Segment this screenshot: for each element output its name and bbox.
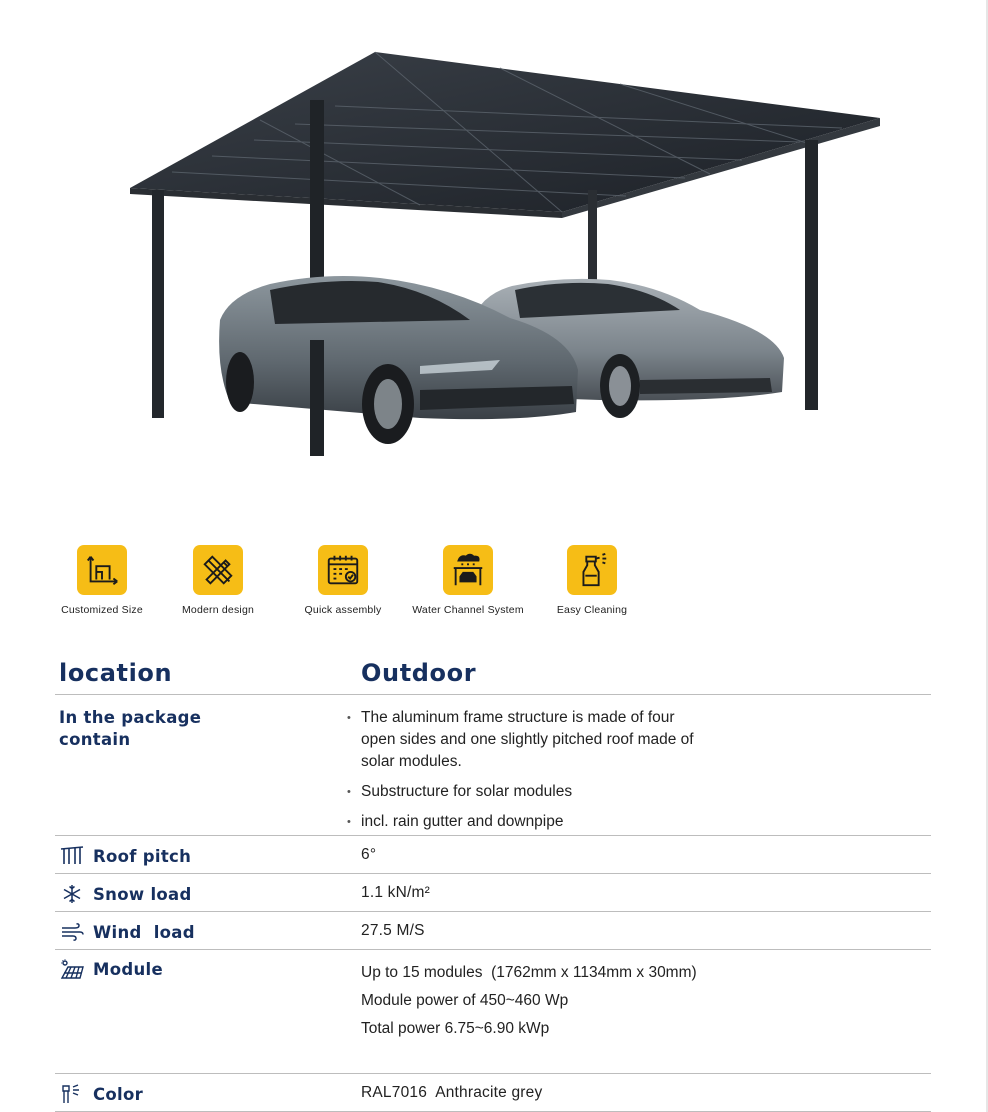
- feature-label: Easy Cleaning: [556, 604, 628, 616]
- list-item: • The aluminum frame structure is made of four open sides and one slightly pitched roof made of solar modules.: [345, 707, 705, 773]
- feature-quick-assembly: [281, 545, 405, 616]
- feature-label: Water Channel System: [412, 604, 524, 616]
- snowflake-icon: [59, 884, 85, 904]
- list-item: • Substructure for solar modules: [345, 781, 705, 803]
- rain-carport-icon: [443, 545, 493, 595]
- spec-value: 27.5 M/S: [361, 922, 425, 939]
- module-line: Total power 6.75~6.90 kWp: [361, 1020, 550, 1037]
- module-details: [361, 959, 697, 1043]
- feature-label: Quick assembly: [304, 604, 382, 616]
- feature-icons-row: [40, 545, 660, 625]
- solar-module-icon: [59, 959, 85, 979]
- list-item: • incl. rain gutter and downpipe: [345, 811, 705, 833]
- spec-header-label: location: [59, 659, 173, 687]
- feature-label: Modern design: [181, 604, 255, 616]
- spec-value: 6°: [361, 846, 377, 863]
- spec-label: Wind load: [93, 922, 195, 942]
- spec-row-wind-load: [55, 912, 931, 950]
- feature-easy-cleaning: [530, 545, 654, 616]
- spec-row-module: [55, 950, 931, 1074]
- solar-carport-illustration: [120, 40, 900, 470]
- spec-row-roof-pitch: [55, 836, 931, 874]
- spec-row-package: [55, 695, 931, 836]
- ruler-square-icon: [77, 545, 127, 595]
- spec-label: Module: [93, 959, 163, 979]
- feature-modern-design: [156, 545, 280, 616]
- spec-label: Color: [93, 1084, 144, 1104]
- pencil-ruler-icon: [193, 545, 243, 595]
- spray-bottle-icon: [567, 545, 617, 595]
- spec-value: RAL7016 Anthracite grey: [361, 1084, 543, 1101]
- spec-row-color: [55, 1074, 931, 1112]
- feature-customized-size: [40, 545, 164, 616]
- spec-row-snow-load: [55, 874, 931, 912]
- roof-pitch-icon: [59, 846, 85, 866]
- feature-label: Customized Size: [61, 604, 143, 616]
- feature-water-channel-system: [406, 545, 530, 616]
- package-contents-list: [345, 707, 705, 841]
- spec-value: 1.1 kN/m²: [361, 884, 430, 901]
- spec-label: Roof pitch: [93, 846, 192, 866]
- paint-icon: [59, 1084, 85, 1104]
- spec-label: In the package contain: [59, 708, 202, 749]
- spec-header-row: [55, 655, 931, 695]
- module-line: Module power of 450~460 Wp: [361, 992, 569, 1009]
- spec-table: [55, 655, 931, 1112]
- spec-header-value: Outdoor: [361, 659, 477, 687]
- module-line: Up to 15 modules (1762mm x 1134mm x 30mm): [361, 964, 697, 981]
- wind-icon: [59, 922, 85, 942]
- spec-label: Snow load: [93, 884, 192, 904]
- calendar-check-icon: [318, 545, 368, 595]
